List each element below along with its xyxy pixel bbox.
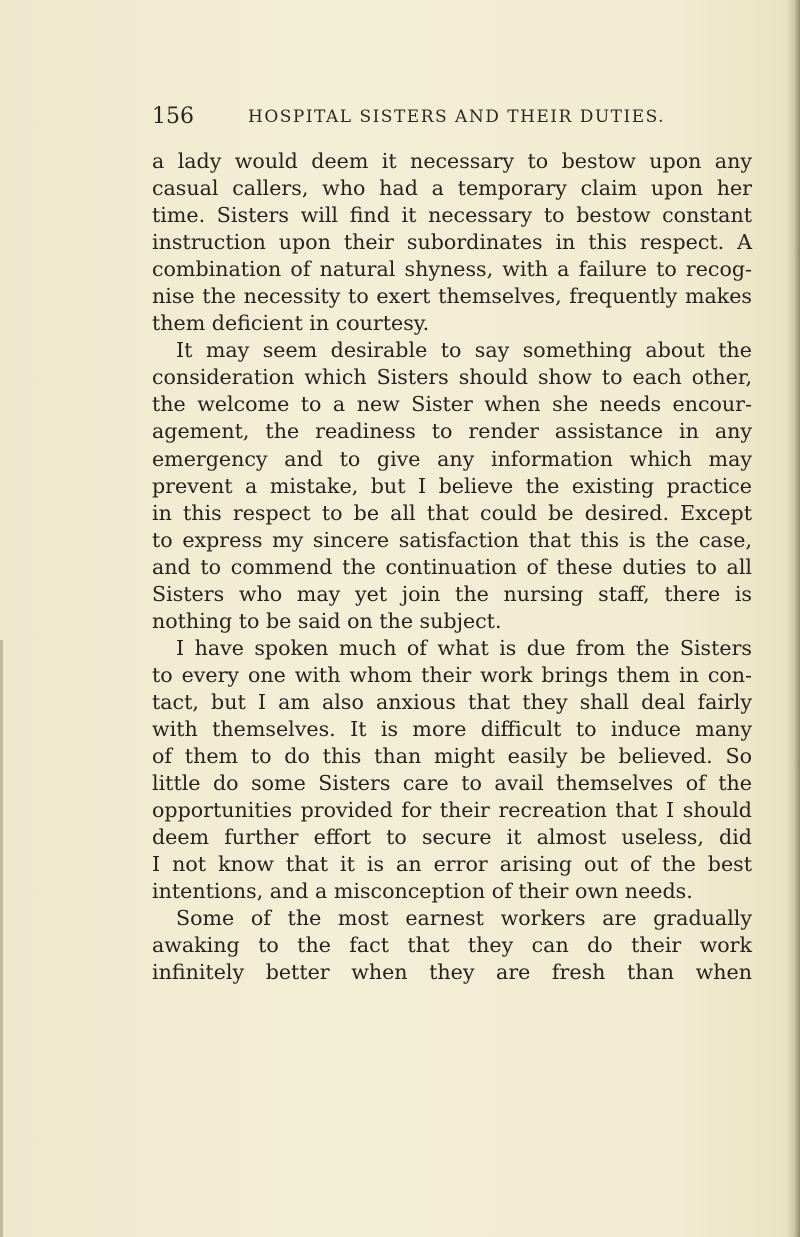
text-line: consideration which Sisters should show to each other, [152, 365, 752, 390]
page-gutter-line [0, 640, 3, 1237]
text-line: prevent a mistake, but I believe the existing practice [152, 473, 752, 498]
text-line: I not know that it is an error arising out of the best [152, 852, 752, 877]
text-line: infinitely better when they are fresh than when [152, 960, 752, 985]
text-line: little do some Sisters care to avail themselves of the [152, 771, 752, 796]
text-line: It may seem desirable to say something about the [176, 338, 752, 363]
text-line: emergency and to give any information which may [152, 446, 752, 471]
body-text [152, 148, 752, 986]
text-line: agement, the readiness to render assistance in any [152, 419, 752, 444]
running-title: HOSPITAL SISTERS AND THEIR DUTIES. [248, 107, 666, 127]
page-number: 156 [152, 104, 194, 129]
text-line: casual callers, who had a temporary claim upon her [152, 176, 752, 201]
text-line: Some of the most earnest workers are gradually [176, 906, 752, 931]
text-line: combination of natural shyness, with a failure to recog- [152, 257, 752, 282]
text-line: to express my sincere satisfaction that this is the case, [152, 527, 752, 552]
text-line: Sisters who may yet join the nursing staff, there is [152, 581, 752, 606]
text-line: I have spoken much of what is due from the Sisters [176, 635, 752, 660]
text-line: opportunities provided for their recreation that I should [152, 798, 752, 823]
text-line: tact, but I am also anxious that they shall deal fairly [152, 689, 752, 714]
text-line: to every one with whom their work brings them in con- [152, 662, 752, 687]
text-line: nise the necessity to exert themselves, frequently makes [152, 284, 752, 309]
text-line: of them to do this than might easily be believed. So [152, 744, 752, 769]
text-line: awaking to the fact that they can do their work [152, 933, 752, 958]
text-line: deem further effort to secure it almost useless, did [152, 825, 752, 850]
text-line: and to commend the continuation of these duties to all [152, 554, 752, 579]
page-edge-shadow [786, 0, 800, 1237]
text-line: intentions, and a misconception of their own needs. [152, 879, 693, 904]
text-line: time. Sisters will find it necessary to bestow constant [152, 203, 752, 228]
text-line: them deficient in courtesy. [152, 311, 430, 336]
text-line: in this respect to be all that could be desired. Except [152, 500, 752, 525]
text-line: nothing to be said on the subject. [152, 608, 502, 633]
text-line: a lady would deem it necessary to bestow upon any [152, 149, 752, 173]
text-line: with themselves. It is more difficult to induce many [152, 716, 752, 741]
text-line: instruction upon their subordinates in this respect. A [152, 230, 752, 255]
running-header [152, 104, 752, 136]
text-line: the welcome to a new Sister when she needs encour- [152, 392, 752, 417]
